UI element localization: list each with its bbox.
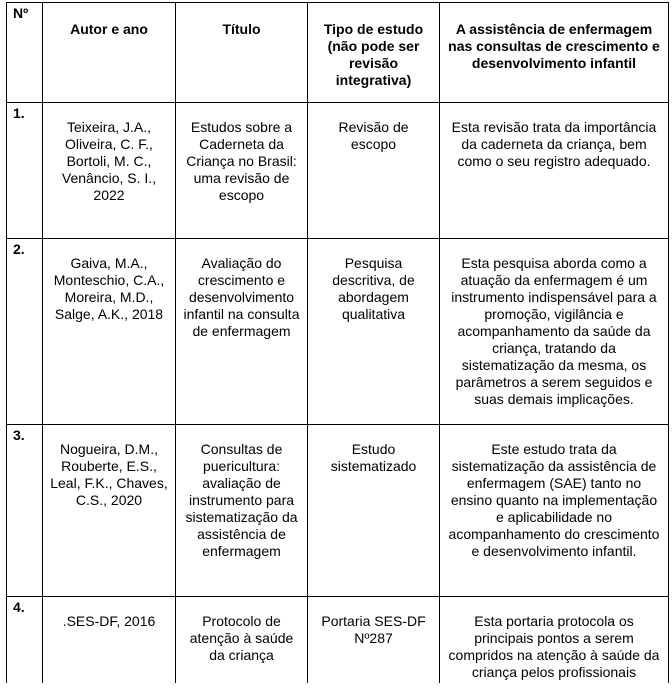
header-titulo: Título [176,3,308,103]
header-numero: Nº [7,3,43,103]
table-header-row [7,3,669,103]
header-autor-ano: Autor e ano [43,3,176,103]
row-assistencia: Esta revisão trata da importância da caderneta da criança, bem como o seu registro adequado. [440,103,669,239]
row-number: 2. [7,239,43,425]
row-titulo: Estudos sobre a Caderneta da Criança no Brasil: uma revisão de escopo [176,103,308,239]
row-autor: Nogueira, D.M., Rouberte, E.S., Leal, F.K., Chaves, C.S., 2020 [43,425,176,597]
row-tipo: Revisão de escopo [308,103,440,239]
row-tipo: Portaria SES-DF Nº287 [308,597,440,683]
row-tipo: Pesquisa descritiva, de abordagem qualitativa [308,239,440,425]
row-assistencia: Este estudo trata da sistematização da assistência de enfermagem (SAE) tanto no ensino quanto na implementação e aplicabilidade no acompanhamento do crescimento e desenvolvimento infantil. [440,425,669,597]
table-row [7,239,669,425]
row-titulo: Avaliação do crescimento e desenvolvimento infantil na consulta de enfermagem [176,239,308,425]
row-assistencia: Esta pesquisa aborda como a atuação da enfermagem é um instrumento indispensável para a promoção, vigilância e acompanhamento da saúde da criança, tratando da sistematização da mesma, os parâmetros a serem seguidos e suas demais implicações. [440,239,669,425]
row-number: 4. [7,597,43,683]
row-titulo: Protocolo de atenção à saúde da criança [176,597,308,683]
row-autor: Gaiva, M.A., Monteschio, C.A., Moreira, M.D., Salge, A.K., 2018 [43,239,176,425]
header-tipo-estudo: Tipo de estudo (não pode ser revisão integrativa) [308,3,440,103]
row-assistencia: Esta portaria protocola os principais pontos a serem compridos na atenção à saúde da criança pelos profissionais [440,597,669,683]
row-autor: .SES-DF, 2016 [43,597,176,683]
literature-review-table [6,2,669,683]
table-row [7,103,669,239]
row-titulo: Consultas de puericultura: avaliação de instrumento para sistematização da assistência de enfermagem [176,425,308,597]
table-row [7,597,669,683]
row-number: 3. [7,425,43,597]
header-assistencia: A assistência de enfermagem nas consultas de crescimento e desenvolvimento infantil [440,3,669,103]
row-autor: Teixeira, J.A., Oliveira, C. F., Bortoli, M. C., Venâncio, S. I., 2022 [43,103,176,239]
table-row [7,425,669,597]
row-number: 1. [7,103,43,239]
row-tipo: Estudo sistematizado [308,425,440,597]
